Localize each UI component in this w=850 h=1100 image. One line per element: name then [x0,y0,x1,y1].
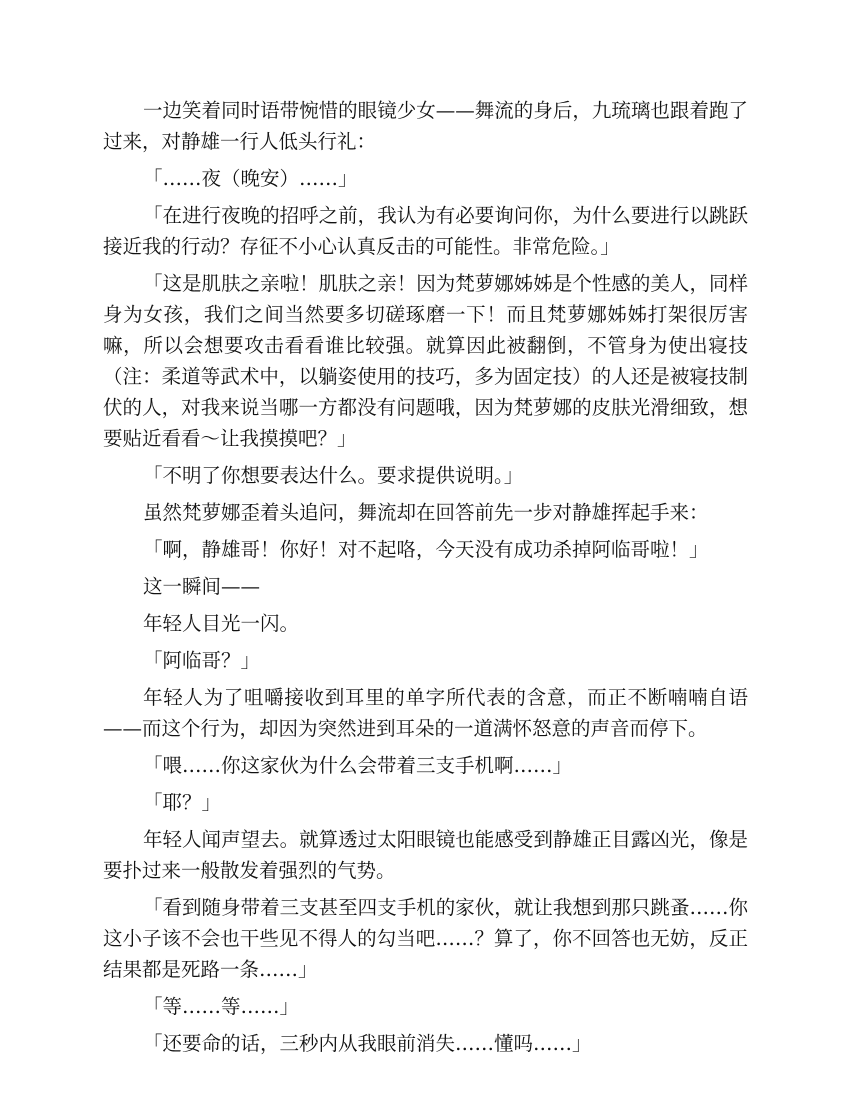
paragraph-10: 「阿临哥？」 [143,649,261,672]
paragraph-13: 「耶？」 [143,791,222,814]
paragraph-2: 「……夜（晚安）……」 [143,167,358,190]
paragraph-14: 年轻人闻声望去。就算透过太阳眼镜也能感受到静雄正目露凶光，像是要扑过来一般散发着强烈的气势。 [103,828,748,882]
document-page [103,95,748,1065]
paragraph-6: 虽然梵萝娜歪着头追问，舞流却在回答前先一步对静雄挥起手来： [143,501,709,524]
paragraph-12: 「喂……你这家伙为什么会带着三支手机啊……」 [143,754,573,777]
paragraph-15: 「看到随身带着三支甚至四支手机的家伙，就让我想到那只跳蚤……你这小子该不会也干些见不得人的勾当吧……？算了，你不回答也无妨，反正结果都是死路一条……」 [103,896,748,981]
paragraph-1: 一边笑着同时语带惋惜的眼镜少女——舞流的身后，九琉璃也跟着跑了过来，对静雄一行人低头行礼： [103,99,748,153]
paragraph-11: 年轻人为了咀嚼接收到耳里的单字所代表的含意，而正不断喃喃自语——而这个行为，却因为突然进到耳朵的一道满怀怒意的声音而停下。 [103,686,748,740]
paragraph-4: 「这是肌肤之亲啦！肌肤之亲！因为梵萝娜姊姊是个性感的美人，同样身为女孩，我们之间当然要多切磋琢磨一下！而且梵萝娜姊姊打架很厉害嘛，所以会想要攻击看看谁比较强。就算因此被翻倒，不管身为使出寝技（注：柔道等武术中，以躺姿使用的技巧，多为固定技）的人还是被寝技制伏的人，对我来说当哪一方都没有问题哦，因为梵萝娜的皮肤光滑细致，想要贴近看看～让我摸摸吧？」 [103,272,748,450]
paragraph-3: 「在进行夜晚的招呼之前，我认为有必要询问你，为什么要进行以跳跃接近我的行动？存征不小心认真反击的可能性。非常危险。」 [103,204,748,258]
paragraph-9: 年轻人目光一闪。 [143,612,300,635]
paragraph-17: 「还要命的话，三秒内从我眼前消失……懂吗……」 [143,1032,592,1055]
paragraph-16: 「等……等……」 [143,995,300,1018]
paragraph-7: 「啊，静雄哥！你好！对不起咯，今天没有成功杀掉阿临哥啦！」 [143,538,709,561]
paragraph-8: 这一瞬间—— [143,575,261,598]
paragraph-5: 「不明了你想要表达什么。要求提供说明。」 [143,464,524,487]
